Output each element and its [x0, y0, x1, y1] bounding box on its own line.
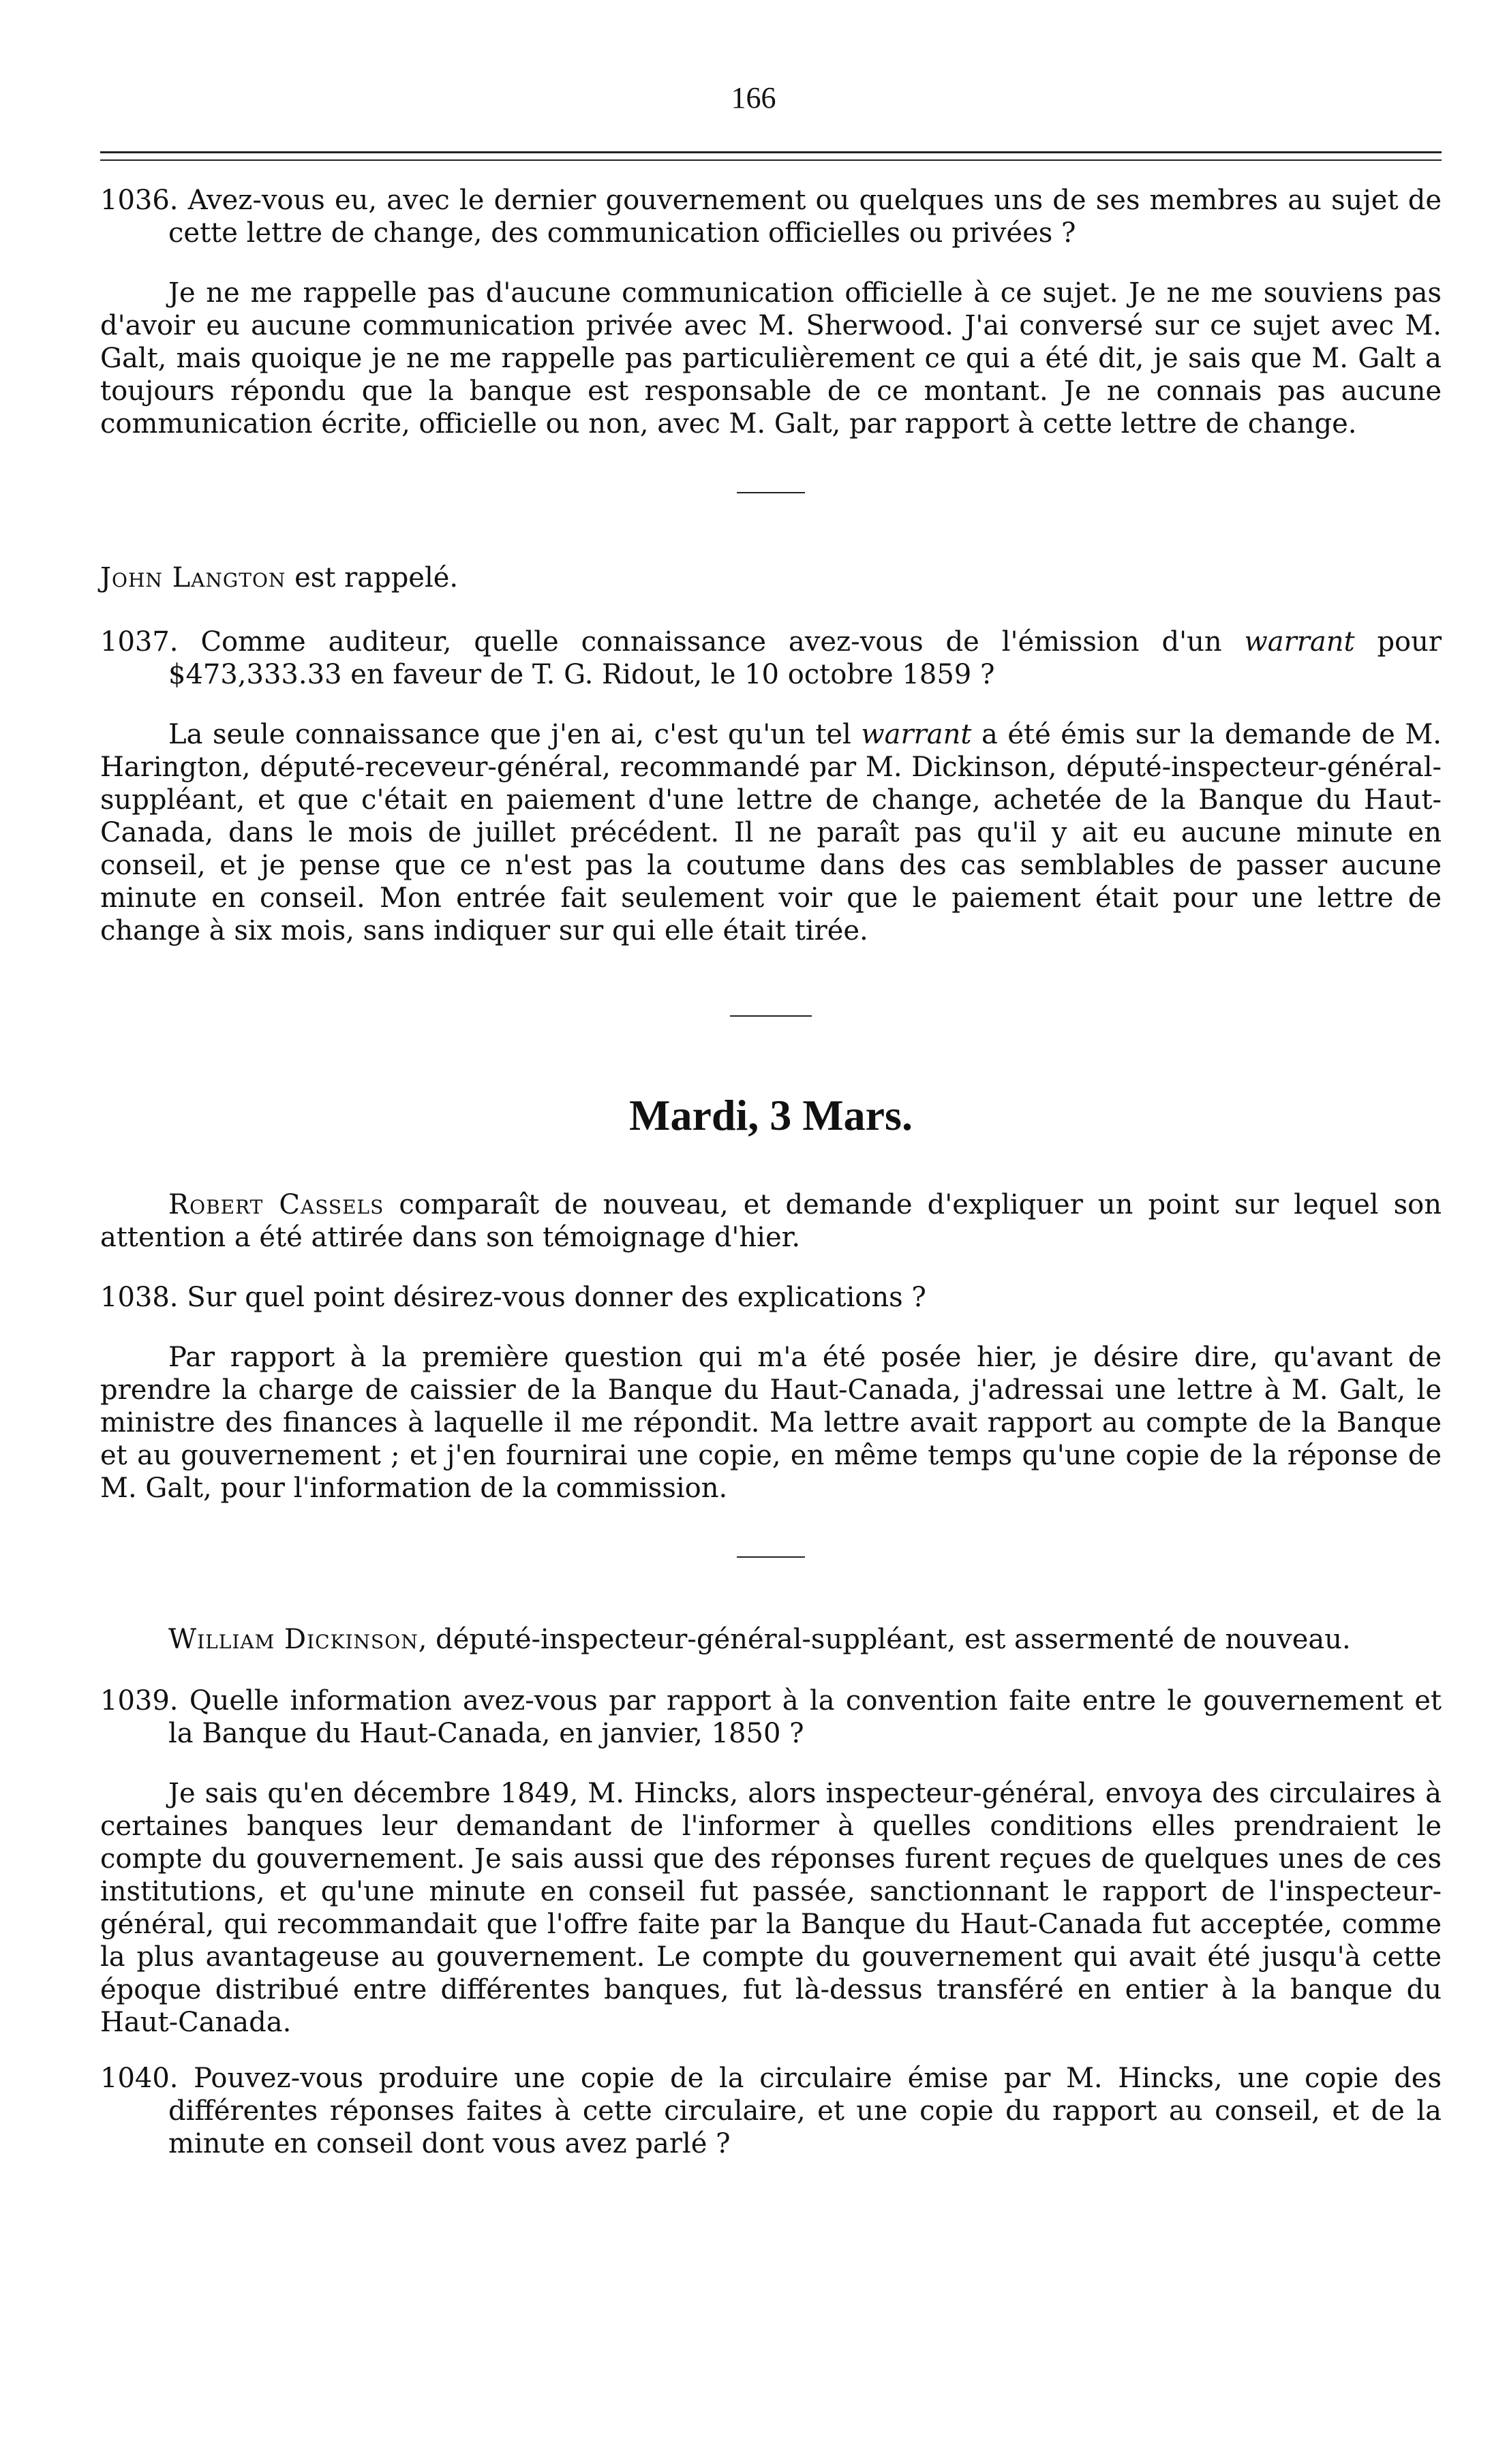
witness-note: est rappelé.	[294, 562, 459, 594]
separator	[737, 1556, 805, 1558]
header-rule-top	[100, 151, 1442, 153]
question-text: Quelle information avez-vous par rapport à la convention faite entre le gouvernement et la Banque du Haut-Canada, en janvier, 1850 ?	[168, 1685, 1442, 1749]
answer-text: La seule connaissance que j'en ai, c'est qu'un tel	[168, 719, 862, 750]
question-number: 1039.	[100, 1685, 179, 1716]
question-1039	[100, 1684, 1442, 1750]
question-number: 1038.	[100, 1282, 179, 1313]
question-text-end: pour $473,333.33 en faveur de T. G. Ridout, le 10 octobre 1859 ?	[168, 626, 1442, 690]
witness-cassels	[100, 1188, 1442, 1254]
witness-dickinson	[100, 1623, 1442, 1656]
witness-note: , député-inspecteur-général-suppléant, est assermenté de nouveau.	[418, 1624, 1351, 1655]
page-number: 166	[731, 81, 776, 114]
question-text: Sur quel point désirez-vous donner des explications ?	[187, 1282, 926, 1313]
question-italic: warrant	[1244, 626, 1355, 658]
witness-name: William Dickinson	[168, 1624, 418, 1655]
question-number: 1040.	[100, 2063, 179, 2094]
question-1040	[100, 2062, 1442, 2160]
question-1038	[100, 1281, 1442, 1314]
question-1036	[100, 184, 1442, 249]
witness-note: comparaît de nouveau, et demande d'expliquer un point sur lequel son attention a été attirée dans son témoignage d'hier.	[100, 1189, 1442, 1253]
answer-text-end: a été émis sur la demande de M. Harington, député-receveur-général, recommandé par M. Dickinson, député-inspecteur-général-suppléant, et que c'était en paiement d'une lettre de change, achetée de la Banque du Haut-Canada, dans le mois de juillet précédent. Il ne paraît pas qu'il y ait eu aucune minute en conseil, et je pense que ce n'est pas la coutume dans des cas semblables de passer aucune minute en conseil. Mon entrée fait seulement voir que le paiement était pour une lettre de change à six mois, sans indiquer sur qui elle était tirée.	[100, 719, 1442, 946]
header-rule-bottom	[100, 159, 1442, 161]
question-number: 1037.	[100, 626, 179, 658]
separator	[730, 1015, 812, 1017]
page-content	[100, 184, 1442, 2160]
question-text: Comme auditeur, quelle connaissance avez-vous de l'émission d'un	[200, 626, 1245, 658]
answer-1038: Par rapport à la première question qui m'a été posée hier, je désire dire, qu'avant de prendre la charge de caissier de la Banque du Haut-Canada, j'adressai une lettre à M. Galt, le ministre des finances à laquelle il me répondit. Ma lettre avait rapport au compte de la Banque et au gouvernement ; et j'en fournirai une copie, en même temps qu'une copie de la réponse de M. Galt, pour l'information de la commission.	[100, 1342, 1442, 1504]
question-text: Avez-vous eu, avec le dernier gouvernement ou quelques uns de ses membres au sujet de cette lettre de change, des communication officielles ou privées ?	[168, 185, 1442, 249]
question-1037	[100, 626, 1442, 691]
witness-name: Robert Cassels	[168, 1189, 384, 1220]
witness-langton	[100, 561, 1442, 594]
answer-italic: warrant	[861, 719, 972, 750]
answer-1039: Je sais qu'en décembre 1849, M. Hincks, alors inspecteur-général, envoya des circulaires à certaines banques leur demandant de l'informer à quelles conditions elles prendraient le compte du gouvernement. Je sais aussi que des réponses furent reçues de quelques unes de ces institutions, et qu'une minute en conseil fut passée, sanctionnant le rapport de l'inspecteur-général, qui recommandait que l'offre faite par la Banque du Haut-Canada fut acceptée, comme la plus avantageuse au gouvernement. Le compte du gouvernement qui avait été jusqu'à cette époque distribué entre différentes banques, fut là-dessus transféré en entier à la banque du Haut-Canada.	[100, 1778, 1442, 2038]
section-heading: Mardi, 3 Mars.	[629, 1091, 913, 1139]
question-text: Pouvez-vous produire une copie de la circulaire émise par M. Hincks, une copie des différentes réponses faites à cette circulaire, et une copie du rapport au conseil, et de la minute en conseil dont vous avez parlé ?	[168, 2063, 1442, 2159]
answer-1036: Je ne me rappelle pas d'aucune communication officielle à ce sujet. Je ne me souviens pas d'avoir eu aucune communication privée avec M. Sherwood. J'ai conversé sur ce sujet avec M. Galt, mais quoique je ne me rappelle pas particulièrement ce qui a été dit, je sais que M. Galt a toujours répondu que la banque est responsable de ce montant. Je ne connais pas aucune communication écrite, officielle ou non, avec M. Galt, par rapport à cette lettre de change.	[100, 277, 1442, 440]
separator	[737, 492, 805, 493]
witness-name: John Langton	[100, 562, 286, 594]
question-number: 1036.	[100, 185, 179, 216]
answer-1037	[100, 718, 1442, 947]
